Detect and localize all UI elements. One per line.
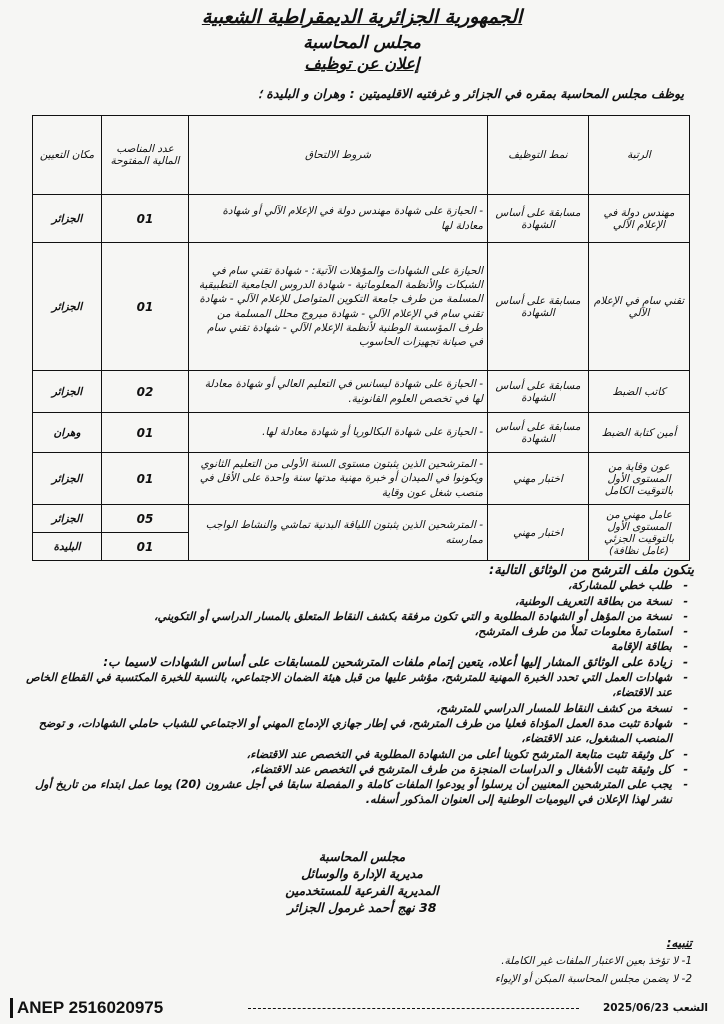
place-cell: الجزائر bbox=[33, 505, 102, 533]
court-of-audit-title: مجلس المحاسبة bbox=[303, 33, 421, 53]
announcement-title: إعلان عن توظيف bbox=[304, 54, 420, 73]
list-item: - استمارة معلومات تملأ من طرف المترشح، bbox=[24, 624, 694, 639]
grade-cell: أمين كتابة الضبط bbox=[589, 413, 690, 453]
documents-title: يتكون ملف الترشح من الوثائق التالية: bbox=[489, 563, 694, 578]
list-item: - بطاقة الإقامة bbox=[24, 639, 694, 654]
signature-block bbox=[0, 848, 724, 916]
extra-documents-title: - زيادة على الوثائق المشار إليها أعلاه، يتعين إتمام ملفات المترشحين للمسابقات على أساس الشهادات لاسيما ب: bbox=[24, 655, 694, 670]
positions-cell: 01 bbox=[102, 195, 189, 243]
conditions-cell: - الحيازة على شهادة ليسانس في التعليم العالي أو شهادة معادلة لها في تخصص العلوم القانونية. bbox=[189, 371, 488, 413]
header-positions: عدد المناصب المالية المفتوحة bbox=[102, 116, 189, 195]
list-item: - نسخة من كشف النقاط للمسار الدراسي للمترشح، bbox=[24, 701, 694, 716]
place-cell: وهران bbox=[33, 413, 102, 453]
mode-cell: مسابقة على أساس الشهادة bbox=[488, 195, 589, 243]
positions-cell: 01 bbox=[102, 453, 189, 505]
positions-cell: 02 bbox=[102, 371, 189, 413]
table-row bbox=[33, 413, 690, 453]
jobs-table bbox=[32, 115, 690, 561]
positions-cell: 01 bbox=[102, 413, 189, 453]
list-item: - كل وثيقة تثبت الأشغال و الدراسات المنجزة من طرف المترشح في التخصص عند الاقتضاء، bbox=[24, 762, 694, 777]
table-row bbox=[33, 371, 690, 413]
signature-address: 38 نهج أحمد غرمول الجزائر bbox=[287, 900, 437, 915]
footer-divider bbox=[248, 1008, 579, 1009]
notice-title: تنبيه: bbox=[666, 936, 692, 950]
list-item: - طلب خطي للمشاركة، bbox=[24, 578, 694, 593]
list-item: - يجب على المترشحين المعنيين أن يرسلوا أو يودعوا الملفات كاملة و المفصلة سابقا في أجل عشرون (20) يوما عمل ابتداء من تاريخ أول نشر لهذا الإعلان في اليوميات الوطنية إلى العنوان المذكور أسفله. bbox=[24, 777, 694, 808]
table-row bbox=[33, 453, 690, 505]
grade-cell: مهندس دولة في الإعلام الآلي bbox=[589, 195, 690, 243]
conditions-cell: - المترشحين الذين يثبتون مستوى السنة الأولى من التعليم الثانوي ويكونوا في الميدان أو خبرة مهنية مدتها سنة واحدة على الأقل في منصب شغل عون وقاية bbox=[189, 453, 488, 505]
grade-cell: تقني سام في الإعلام الآلي bbox=[589, 243, 690, 371]
positions-cell: 01 bbox=[102, 243, 189, 371]
header-mode: نمط التوظيف bbox=[488, 116, 589, 195]
list-item: - شهادة تثبت مدة العمل المؤداة فعليا من طرف المترشح، في إطار جهازي الإدماج المهني أو الاجتماعي للشباب حاملي الشهادات، و توضح المنصب المشغول، عند الاقتضاء، bbox=[24, 716, 694, 747]
list-item: - نسخة من المؤهل أو الشهادة المطلوبة و التي تكون مرفقة بكشف النقاط المتعلق بالمسار الدراسي أو التكويني، bbox=[24, 609, 694, 624]
anep-code: ANEP 2516020975 bbox=[10, 998, 163, 1018]
footer bbox=[0, 998, 724, 1020]
list-item: - نسخة من بطاقة التعريف الوطنية، bbox=[24, 594, 694, 609]
signature-line: المديرية الفرعية للمستخدمين bbox=[285, 883, 439, 898]
grade-cell: عامل مهني من المستوى الأول بالتوقيت الجزئي (عامل نظافة) bbox=[589, 505, 690, 561]
positions-cell: 05 bbox=[102, 505, 189, 533]
header-grade: الرتبة bbox=[589, 116, 690, 195]
notice-block bbox=[172, 934, 692, 988]
table-row bbox=[33, 195, 690, 243]
signature-line: مديرية الإدارة والوسائل bbox=[301, 866, 423, 881]
list-item: - شهادات العمل التي تحدد الخبرة المهنية للمترشح، مؤشر عليها من قبل هيئة الضمان الاجتماعي، بالنسبة للخبرة المكتسبة في القطاع الخاص عند الاقتضاء، bbox=[24, 670, 694, 701]
list-item: - كل وثيقة تثبت متابعة المترشح تكوينا أعلى من الشهادة المطلوبة في التخصص عند الاقتضاء، bbox=[24, 747, 694, 762]
mode-cell: اختبار مهني bbox=[488, 453, 589, 505]
table-header-row bbox=[33, 116, 690, 195]
table-row bbox=[33, 243, 690, 371]
mode-cell: مسابقة على أساس الشهادة bbox=[488, 413, 589, 453]
header-place: مكان التعيين bbox=[33, 116, 102, 195]
conditions-cell: - المترشحين الذين يثبتون اللياقة البدنية تماشي والنشاط الواجب ممارسته bbox=[189, 505, 488, 561]
table-row bbox=[33, 505, 690, 533]
notice-line: 2- لا يضمن مجلس المحاسبة المبكن أو الإيواء bbox=[494, 973, 692, 985]
grade-cell: عون وقاية من المستوى الأول بالتوقيت الكامل bbox=[589, 453, 690, 505]
mode-cell: اختبار مهني bbox=[488, 505, 589, 561]
conditions-cell: - الحيازة على شهادة البكالوريا أو شهادة معادلة لها. bbox=[189, 413, 488, 453]
conditions-cell: الحيازة على الشهادات والمؤهلات الآتية: - شهادة تقني سام في الشبكات والأنظمة المعلوماتية - شهادة الدروس الجامعية التطبيقية المسلمة من طرف جامعة التكوين المتواصل للإعلام الآلي - شهادة تقني سام في الإعلام الآلي - شهادة ميروج محلل المسلمة من طرف المؤسسة الوطنية لأنظمة الإعلام الآلي - شهادة تقني سام في صيانة تجهيزات الحاسوب bbox=[189, 243, 488, 371]
republic-title: الجمهورية الجزائرية الديمقراطية الشعبية bbox=[201, 6, 523, 28]
newspaper-date: الشعب 2025/06/23 bbox=[602, 1002, 708, 1014]
place-cell: الجزائر bbox=[33, 195, 102, 243]
signature-line: مجلس المحاسبة bbox=[318, 849, 406, 864]
place-cell: الجزائر bbox=[33, 453, 102, 505]
documents-section bbox=[24, 563, 694, 808]
place-cell: الجزائر bbox=[33, 243, 102, 371]
mode-cell: مسابقة على أساس الشهادة bbox=[488, 243, 589, 371]
header-conditions: شروط الالتحاق bbox=[189, 116, 488, 195]
intro-text: يوظف مجلس المحاسبة بمقره في الجزائر و غرفتيه الاقليميتين : وهران و البليدة ؛ bbox=[257, 86, 684, 101]
place-cell: الجزائر bbox=[33, 371, 102, 413]
notice-line: 1- لا تؤخذ بعين الاعتبار الملفات غير الكاملة. bbox=[501, 955, 692, 967]
place-cell: البليدة bbox=[33, 533, 102, 561]
mode-cell: مسابقة على أساس الشهادة bbox=[488, 371, 589, 413]
grade-cell: كاتب الضبط bbox=[589, 371, 690, 413]
conditions-cell: - الحيازة على شهادة مهندس دولة في الإعلام الآلي أو شهادة معادلة لها bbox=[189, 195, 488, 243]
positions-cell: 01 bbox=[102, 533, 189, 561]
